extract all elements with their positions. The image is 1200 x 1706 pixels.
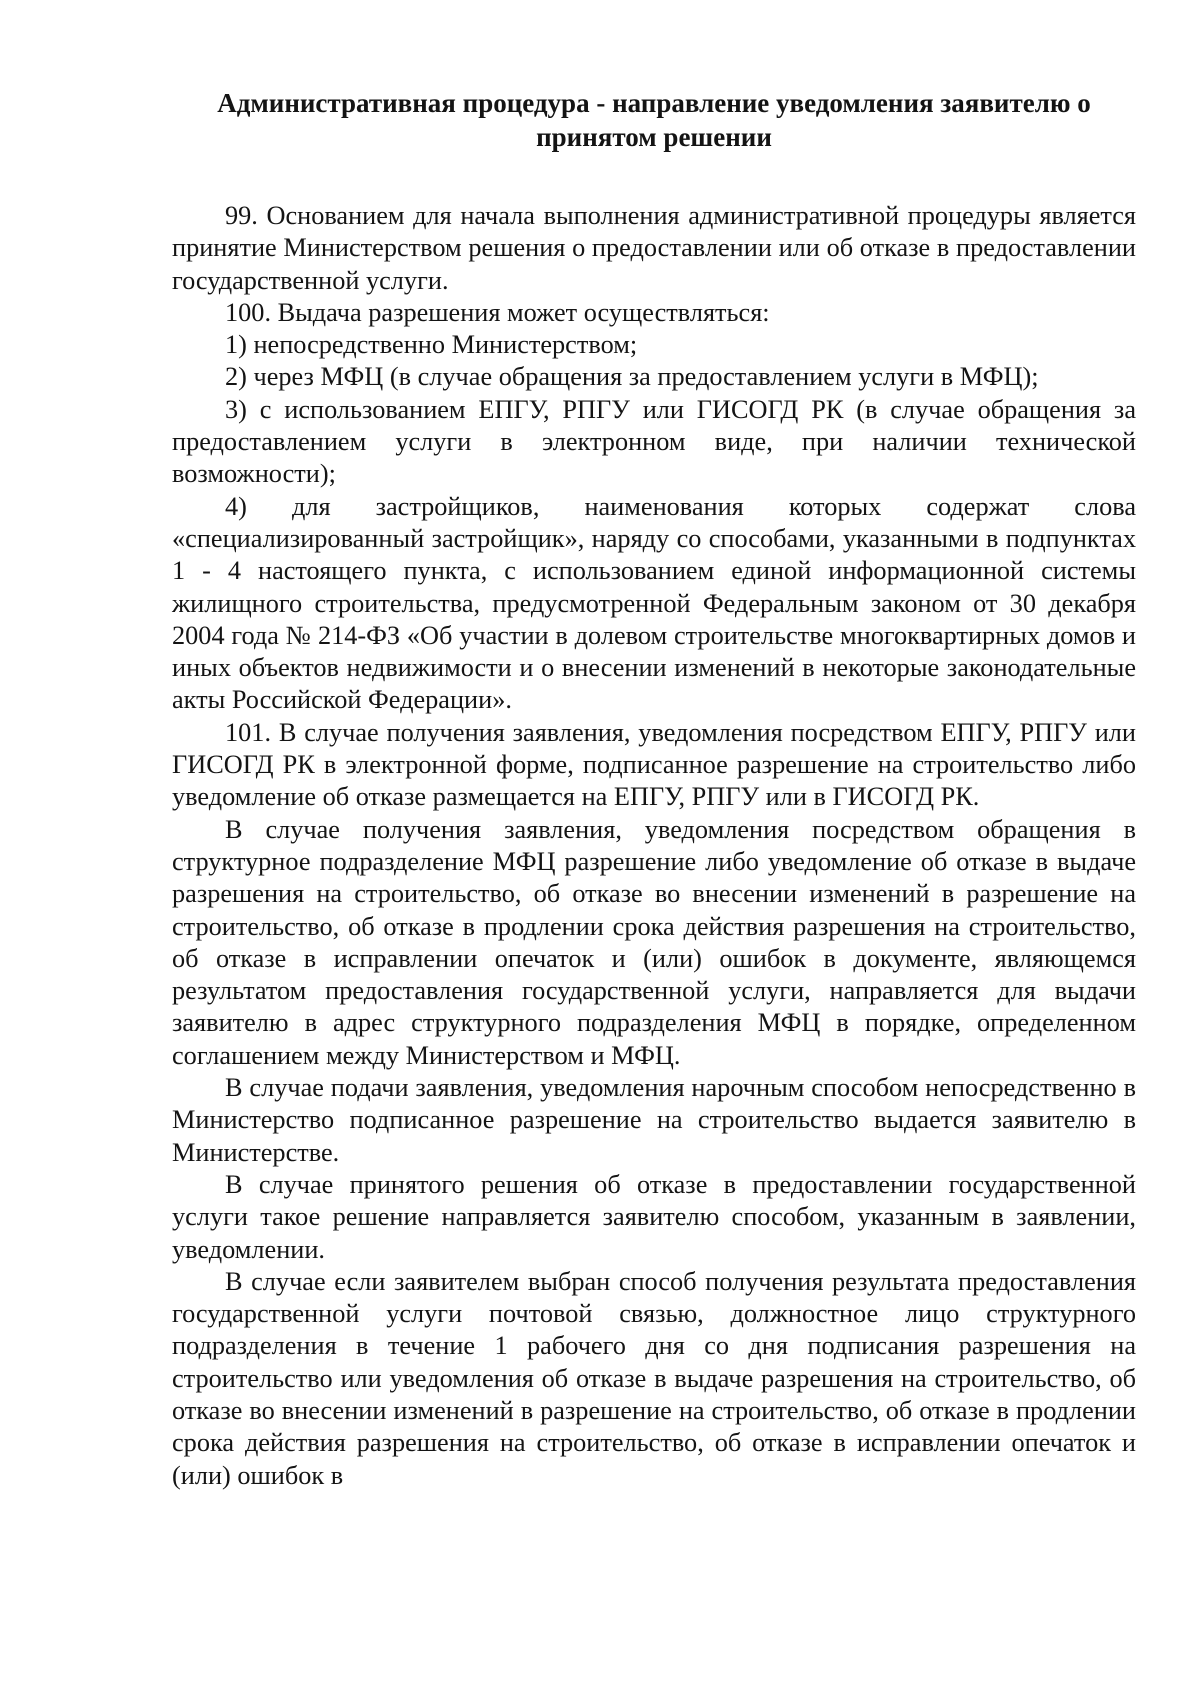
- paragraph-99: 99. Основанием для начала выполнения административной процедуры является принятие Министерством решения о предоставлении или об отказе в предоставлении государственной услуги.: [172, 201, 1136, 295]
- section-title-line-1: Административная процедура - направление уведомления заявителю о: [217, 88, 1091, 118]
- section-title: [172, 86, 1136, 154]
- paragraph-in-person: В случае подачи заявления, уведомления нарочным способом непосредственно в Министерство подписанное разрешение на строительство выдается заявителю в Министерстве.: [172, 1073, 1136, 1167]
- list-item-3: 3) с использованием ЕПГУ, РПГУ или ГИСОГД РК (в случае обращения за предоставлением услуги в электронном виде, при наличии технической возможности);: [172, 394, 1136, 489]
- document-body: [172, 200, 1136, 1492]
- list-item-1: 1) непосредственно Министерством;: [225, 330, 638, 360]
- paragraph-mfc: В случае получения заявления, уведомления посредством обращения в структурное подразделение МФЦ разрешение либо уведомление об отказе в выдаче разрешения на строительство, об отказе во внесении изменений в разрешение на строительство, об отказе в продлении срока действия разрешения на строительство, об отказе в исправлении опечаток и (или) ошибок в документе, являющемся результатом предоставления государственной услуги, направляется для выдачи заявителю в адрес структурного подразделения МФЦ в порядке, определенном соглашением между Министерством и МФЦ.: [172, 814, 1136, 1070]
- section-title-line-2: принятом решении: [536, 122, 772, 152]
- paragraph-refusal: В случае принятого решения об отказе в предоставлении государственной услуги такое решение направляется заявителю способом, указанным в заявлении, уведомлении.: [172, 1169, 1136, 1264]
- list-item-4: 4) для застройщиков, наименования которых содержат слова «специализированный застройщик», наряду со способами, указанными в подпунктах 1 - 4 настоящего пункта, с использованием единой информационной системы жилищного строительства, предусмотренной Федеральным законом от 30 декабря 2004 года № 214-ФЗ «Об участии в долевом строительстве многоквартирных домов и иных объектов недвижимости и о внесении изменений в некоторые законодательные акты Российской Федерации».: [172, 491, 1136, 715]
- paragraph-101: 101. В случае получения заявления, уведомления посредством ЕПГУ, РПГУ или ГИСОГД РК в электронной форме, подписанное разрешение на строительство либо уведомление об отказе размещается на ЕПГУ, РПГУ или в ГИСОГД РК.: [172, 717, 1136, 812]
- paragraph-100: 100. Выдача разрешения может осуществляться:: [225, 297, 770, 327]
- paragraph-postal: В случае если заявителем выбран способ получения результата предоставления государственной услуги почтовой связью, должностное лицо структурного подразделения в течение 1 рабочего дня со дня подписания разрешения на строительство или уведомления об отказе в выдаче разрешения на строительство, об отказе во внесении изменений в разрешение на строительство, об отказе в продлении срока действия разрешения на строительство, об отказе в исправлении опечаток и (или) ошибок в: [172, 1266, 1136, 1490]
- list-item-2: 2) через МФЦ (в случае обращения за предоставлением услуги в МФЦ);: [225, 362, 1039, 392]
